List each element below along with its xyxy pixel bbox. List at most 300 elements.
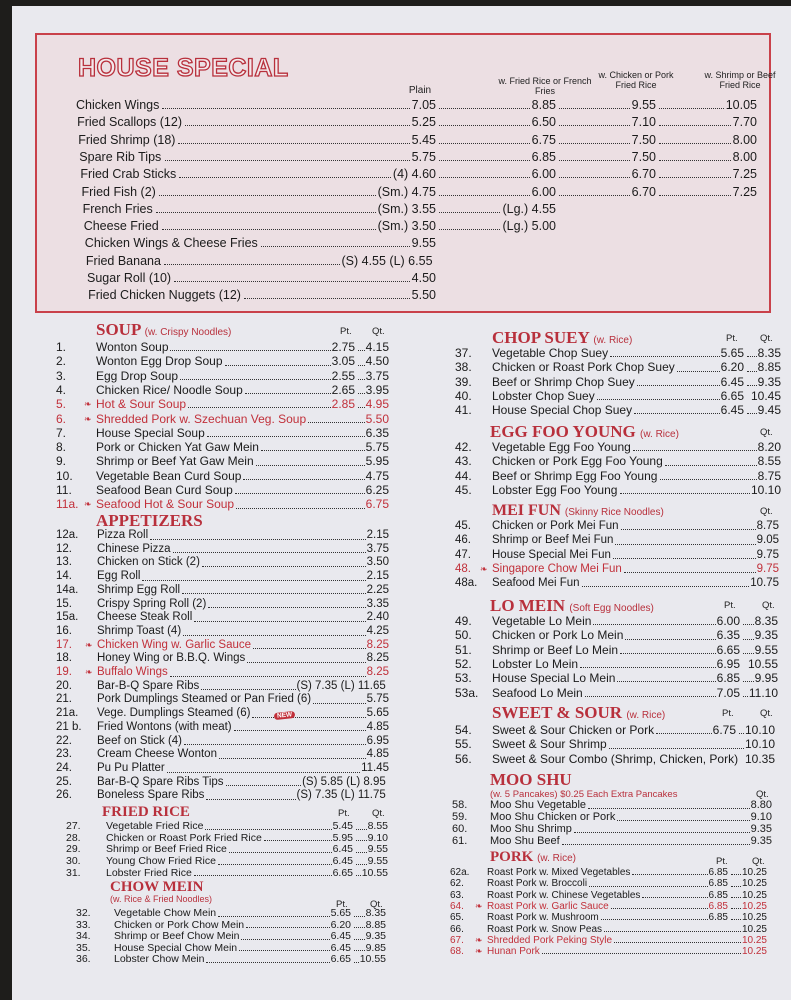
item-number: 30.	[66, 855, 81, 868]
dot-leader	[559, 98, 630, 109]
pepper-icon: ❧	[480, 563, 488, 574]
price-pt: 6.45	[332, 843, 353, 856]
price-plain: (Sm.) 3.55	[377, 201, 436, 216]
price-pt: 6.75	[712, 723, 736, 737]
section-subtitle: (w. 5 Pancakes) $0.25 Each Extra Pancakes	[490, 789, 678, 800]
dot-leader	[659, 115, 731, 126]
price-qt: 8.35	[757, 346, 781, 360]
item-name: Singapore Chow Mei Fun	[492, 562, 622, 575]
price-price: 4.85	[366, 748, 389, 761]
item-number: 32.	[76, 907, 91, 919]
egg-foo-young-row	[0, 454, 791, 468]
dot-leader	[574, 824, 750, 833]
price-fried: 6.85	[531, 149, 556, 164]
chop-suey-row	[0, 403, 791, 417]
item-number: 44.	[455, 468, 472, 483]
egg-foo-young-row	[0, 483, 791, 497]
price-plain: 5.75	[411, 149, 436, 164]
price-shrimp: 7.70	[732, 115, 757, 130]
price-qt: 3.75	[365, 368, 389, 383]
dot-leader	[439, 115, 530, 126]
price-plain: 7.05	[411, 98, 436, 112]
price-qt: 4.95	[365, 397, 389, 412]
item-name: Lobster Egg Foo Young	[492, 482, 618, 497]
price-pt: 2.75	[331, 340, 355, 354]
dot-leader	[559, 167, 630, 178]
price-pt: 6.45	[330, 941, 351, 954]
section-subtitle: (w. Rice)	[593, 335, 633, 346]
dot-leader	[162, 98, 409, 109]
price-price: 2.40	[366, 611, 389, 624]
item-number: 28.	[66, 831, 81, 844]
section-title-sweet-sour	[492, 703, 665, 723]
item-name: Hot & Sour Soup	[96, 397, 187, 412]
col-header-shrimp: w. Shrimp or Beef Fried Rice	[704, 70, 776, 90]
item-name: Vegetable Bean Curd Soup	[96, 468, 242, 483]
item-name: Vegetable Egg Foo Young	[492, 440, 631, 454]
price-price: 8.75	[757, 468, 781, 483]
price-price: 8.80	[750, 799, 772, 811]
pork-row	[0, 901, 791, 912]
dot-leader	[164, 254, 340, 265]
price-qt: 3.95	[365, 382, 389, 397]
price-qt: 9.35	[754, 628, 778, 643]
dot-leader	[236, 497, 365, 508]
price-price: 3.50	[366, 556, 389, 569]
item-name: Roast Pork w. Chinese Vegetables	[487, 889, 641, 901]
item-name: Fried Scallops (12)	[77, 115, 182, 130]
item-number: 58.	[452, 799, 468, 811]
item-name: Roast Pork w. Snow Peas	[487, 923, 603, 935]
item-number: 11.	[56, 483, 72, 497]
item-number: 68.	[450, 946, 464, 958]
pepper-icon: ❧	[84, 499, 92, 510]
section-subtitle: (w. Rice)	[537, 853, 576, 864]
price-pt: 6.35	[716, 628, 740, 643]
price-qt: 10.10	[744, 723, 775, 737]
moo-shu-row	[0, 824, 791, 836]
mei-fun-row	[0, 548, 791, 562]
dot-leader	[624, 562, 756, 573]
price-pt: 3.05	[331, 354, 355, 369]
col-header-pt: Pt.	[724, 600, 736, 611]
price-qt: 5.50	[365, 411, 389, 426]
price-pt: 6.85	[708, 878, 728, 890]
price-qt: 6.35	[365, 425, 389, 440]
item-name: Seafood Hot & Sour Soup	[96, 497, 235, 512]
dot-leader	[637, 375, 720, 386]
item-number: 47.	[455, 548, 471, 561]
item-name: Sweet & Sour Chicken or Pork	[492, 723, 655, 737]
dot-leader	[261, 236, 410, 247]
item-number: 45.	[455, 482, 472, 497]
item-name: Chicken Wings & Cheese Fries	[84, 236, 258, 251]
item-number: 21a.	[56, 707, 79, 720]
dot-leader	[613, 548, 756, 559]
item-name: Fried Wontons (with meat)	[97, 720, 232, 733]
section-title-text: PORK	[490, 849, 534, 865]
item-number: 64.	[450, 900, 464, 912]
item-number: 20.	[56, 679, 72, 692]
price-qt: 6.25	[365, 483, 389, 497]
house-special-row	[0, 236, 791, 251]
dot-leader	[439, 167, 530, 178]
dot-leader	[633, 440, 757, 451]
price-pt: 6.85	[708, 867, 728, 878]
price-qt: 10.25	[741, 934, 767, 946]
item-number: 42.	[455, 440, 472, 454]
item-name: Pizza Roll	[97, 529, 149, 541]
dot-leader	[665, 454, 757, 465]
item-name: Shredded Pork Peking Style	[487, 934, 613, 946]
price-qt: 10.25	[741, 923, 767, 935]
dot-leader	[743, 628, 754, 639]
dot-leader	[747, 375, 757, 386]
item-name: Cheese Steak Roll	[97, 611, 193, 624]
item-number: 48.	[455, 562, 471, 575]
price-plain: 9.55	[411, 236, 436, 251]
dot-leader	[660, 469, 757, 480]
dot-leader	[165, 150, 410, 161]
item-name: Chicken or Roast Pork Fried Rice	[106, 831, 262, 844]
item-number: 60.	[452, 822, 468, 835]
price-pt: 6.45	[330, 930, 351, 942]
dot-leader	[621, 519, 756, 530]
dot-leader	[617, 812, 749, 821]
item-name: Chicken on Stick (2)	[97, 556, 200, 569]
col-header-qt: Qt.	[370, 899, 383, 910]
item-name: Chicken or Pork Egg Foo Young	[492, 454, 663, 469]
dot-leader	[731, 912, 741, 920]
item-name: Sugar Roll (10)	[87, 271, 172, 285]
item-name: Sweet & Sour Shrimp	[492, 737, 607, 752]
item-number: 11a.	[56, 497, 79, 512]
lo-mein-row	[0, 657, 791, 671]
price-chicken: 7.10	[631, 115, 656, 130]
dot-leader	[159, 185, 376, 196]
item-number: 37.	[455, 346, 472, 360]
item-number: 54.	[455, 723, 472, 737]
price-chicken: 6.70	[631, 167, 656, 182]
item-number: 41.	[455, 403, 472, 418]
item-name: Chicken Wings	[76, 98, 160, 112]
item-name: Seafood Bean Curd Soup	[96, 483, 233, 497]
item-number: 3.	[56, 368, 67, 383]
item-number: 62a.	[450, 867, 470, 878]
dot-leader	[174, 271, 410, 282]
house-special-row	[0, 133, 791, 148]
item-number: 15a.	[56, 611, 79, 624]
dot-leader	[597, 389, 720, 400]
section-title-moo-shu	[490, 770, 677, 800]
price-price: 2.25	[366, 583, 389, 596]
dot-leader	[244, 288, 410, 299]
col-header-qt: Qt.	[752, 856, 765, 867]
price-plain: (4) 4.60	[392, 167, 436, 182]
price-qt: 10.55	[361, 866, 388, 879]
section-title-text: MOO SHU	[490, 770, 572, 789]
col-header-pt: Pt.	[338, 808, 350, 819]
dot-leader	[747, 403, 757, 414]
dot-leader	[604, 924, 741, 932]
price-fried: (Lg.) 5.00	[502, 219, 556, 234]
dot-leader	[207, 426, 365, 437]
col-header-qt: Qt.	[756, 789, 769, 800]
col-header-qt: Qt.	[760, 333, 773, 344]
house-special-row	[0, 150, 791, 165]
item-number: 45.	[455, 520, 471, 532]
dot-leader	[562, 836, 750, 845]
price-qt: 10.25	[741, 912, 767, 924]
item-name: French Fries	[82, 201, 153, 216]
price-fried: 6.00	[531, 167, 556, 182]
price-price: (S) 7.35 (L) 11.75	[296, 789, 386, 802]
dot-leader	[559, 185, 630, 196]
dot-leader	[743, 671, 754, 682]
col-header-qt: Qt.	[762, 600, 775, 611]
item-number: 65.	[450, 912, 464, 924]
price-pt: 2.65	[331, 382, 355, 397]
item-name: Spare Rib Tips	[79, 149, 162, 164]
price-qt: 9.55	[754, 642, 778, 657]
item-name: Chicken or Pork Mei Fun	[492, 520, 619, 532]
price-qt: 10.25	[741, 878, 767, 890]
price-qt: 10.25	[741, 900, 767, 912]
item-number: 55.	[455, 737, 472, 752]
price-price: 3.75	[366, 542, 389, 555]
pepper-icon: ❧	[85, 667, 93, 677]
pork-row	[0, 935, 791, 946]
price-pt: 6.65	[330, 953, 351, 965]
item-name: Moo Shu Beef	[490, 834, 560, 847]
price-price: 9.75	[756, 562, 779, 575]
item-name: Honey Wing or B.B.Q. Wings	[97, 652, 246, 665]
price-pt: 6.65	[332, 866, 353, 879]
price-price: 5.65	[366, 707, 389, 720]
price-qt: 9.45	[757, 403, 781, 418]
item-number: 56.	[455, 751, 472, 766]
dot-leader	[356, 856, 367, 865]
price-price: 9.10	[750, 810, 772, 823]
dot-leader	[208, 598, 365, 609]
house-special-row	[0, 202, 791, 217]
col-header-qt: Qt.	[372, 326, 385, 337]
dot-leader	[593, 614, 715, 625]
item-name: Fried Banana	[85, 253, 161, 268]
item-name: Roast Pork w. Garlic Sauce	[487, 900, 609, 912]
mei-fun-row	[0, 519, 791, 533]
item-number: 23.	[56, 748, 72, 761]
dot-leader	[178, 133, 409, 144]
chop-suey-row	[0, 389, 791, 403]
item-name: Shrimp or Beef Mei Fun	[492, 534, 614, 547]
price-price: (S) 5.85 (L) 8.95	[302, 775, 386, 788]
dot-leader	[439, 150, 530, 161]
price-plain: (Sm.) 4.75	[377, 184, 436, 199]
price-qt: 5.95	[365, 454, 389, 469]
item-number: 36.	[76, 953, 91, 965]
item-name: House Special Soup	[96, 425, 205, 440]
price-price: 4.85	[366, 720, 389, 733]
price-shrimp: 7.25	[732, 167, 757, 182]
house-special-row	[0, 219, 791, 234]
dot-leader	[659, 167, 731, 178]
price-plain: (S) 4.55 (L) 6.55	[341, 253, 433, 268]
dot-leader	[582, 576, 750, 587]
chop-suey-row	[0, 360, 791, 374]
item-name: Vege. Dumplings Steamed (6)	[97, 707, 251, 720]
item-name: Shrimp or Beef Lo Mein	[492, 642, 619, 657]
dot-leader	[632, 867, 707, 875]
item-number: 18.	[56, 652, 72, 665]
price-qt: 8.85	[757, 360, 781, 375]
price-qt: 9.35	[757, 374, 781, 389]
item-name: Moo Shu Vegetable	[490, 799, 587, 811]
price-pt: 6.85	[708, 889, 728, 901]
item-name: Moo Shu Chicken or Pork	[490, 810, 616, 823]
price-price: 9.35	[750, 822, 772, 835]
dot-leader	[439, 185, 530, 196]
dot-leader	[185, 115, 410, 126]
price-chicken: 6.70	[631, 184, 656, 199]
price-qt: 10.35	[744, 751, 775, 766]
price-fried: 6.75	[531, 132, 556, 147]
price-qt: 8.35	[365, 907, 386, 919]
pork-row	[0, 878, 791, 889]
price-price: (S) 7.35 (L) 11.65	[296, 679, 386, 692]
item-name: Cream Cheese Wonton	[97, 748, 217, 761]
moo-shu-row	[0, 836, 791, 848]
item-number: 38.	[455, 360, 472, 375]
col-header-fried: w. Fried Rice or French Fries	[498, 76, 592, 96]
item-name: Hunan Pork	[487, 946, 540, 958]
item-name: Roast Pork w. Mixed Vegetables	[487, 867, 631, 878]
section-subtitle: (w. Crispy Noodles)	[144, 327, 232, 338]
item-name: Shrimp Toast (4)	[97, 624, 182, 637]
section-title-text: CHOW MEIN	[110, 879, 204, 895]
egg-foo-young-row	[0, 440, 791, 454]
dot-leader	[747, 346, 757, 357]
price-pt: 2.55	[331, 368, 355, 383]
col-header-qt: Qt.	[760, 708, 773, 719]
item-name: Vegetable Lo Mein	[492, 614, 592, 628]
price-price: 2.15	[366, 529, 389, 541]
item-number: 66.	[450, 923, 464, 935]
price-fried: 6.50	[531, 115, 556, 130]
item-number: 29.	[66, 843, 81, 856]
dot-leader	[588, 800, 750, 809]
price-plain: 5.45	[411, 132, 436, 147]
price-pt: 6.85	[708, 900, 728, 912]
price-qt: 9.95	[754, 671, 778, 686]
item-name: House Special Chop Suey	[492, 403, 633, 418]
item-name: Egg Roll	[97, 570, 141, 583]
price-pt: 6.45	[332, 855, 353, 868]
item-number: 52.	[455, 656, 472, 671]
price-qt: 10.45	[750, 388, 781, 403]
lo-mein-row	[0, 643, 791, 657]
dot-leader	[559, 133, 630, 144]
dot-leader	[226, 776, 301, 787]
house-special-row	[0, 288, 791, 303]
price-qt: 6.75	[365, 497, 389, 512]
soup-row	[0, 497, 791, 511]
dot-leader	[620, 643, 716, 654]
item-name: Seafood Mei Fun	[492, 577, 580, 590]
item-name: Boneless Spare Ribs	[97, 789, 205, 802]
item-number: 49.	[455, 614, 472, 628]
house-special-row	[0, 271, 791, 286]
item-name: Lobster Chop Suey	[492, 388, 595, 403]
item-name: Beef or Shrimp Chop Suey	[492, 374, 635, 389]
dot-leader	[747, 360, 757, 371]
item-number: 6.	[56, 411, 67, 426]
item-name: Shredded Pork w. Szechuan Veg. Soup	[96, 411, 307, 426]
dot-leader	[609, 737, 744, 748]
section-title-lo-mein	[490, 596, 654, 616]
price-price: 11.45	[361, 761, 389, 774]
price-qt: 8.55	[367, 820, 388, 832]
price-pt: 6.20	[720, 360, 744, 375]
section-title-text: EGG FOO YOUNG	[490, 422, 636, 441]
appetizers-row	[0, 707, 791, 721]
dot-leader	[439, 98, 530, 109]
dot-leader	[559, 115, 630, 126]
item-name: Vegetable Chop Suey	[492, 346, 609, 360]
item-number: 46.	[455, 534, 471, 547]
price-qt: 10.25	[741, 889, 767, 901]
dot-leader	[743, 686, 748, 697]
house-special-row	[0, 115, 791, 130]
price-price: 8.55	[757, 454, 781, 469]
dot-leader	[642, 890, 707, 898]
item-number: 39.	[455, 374, 472, 389]
price-qt: 10.55	[747, 656, 778, 671]
price-pt: 6.85	[716, 671, 740, 686]
item-number: 1.	[56, 340, 67, 354]
col-header-qt: Qt.	[372, 808, 385, 819]
item-number: 7.	[56, 425, 67, 440]
item-name: Beef on Stick (4)	[97, 734, 183, 747]
section-title-egg-foo-young	[490, 422, 679, 442]
item-name: Lobster Lo Mein	[492, 656, 579, 671]
item-number: 21.	[56, 693, 72, 706]
price-pt: 6.65	[720, 388, 744, 403]
item-number: 14.	[56, 570, 72, 583]
price-qt: 10.55	[359, 953, 386, 965]
col-header-pt: Pt.	[722, 708, 734, 719]
item-number: 15.	[56, 597, 72, 610]
price-plain: 4.50	[411, 271, 436, 285]
price-chicken: 7.50	[631, 132, 656, 147]
item-name: Pork Dumplings Steamed or Pan Fried (6)	[97, 693, 312, 706]
pork-row	[0, 946, 791, 957]
section-title-text: APPETIZERS	[96, 511, 203, 530]
dot-leader	[743, 643, 754, 654]
dot-leader	[625, 628, 715, 639]
price-price: 9.05	[756, 534, 779, 547]
dot-leader	[589, 878, 708, 886]
dot-leader	[614, 935, 741, 943]
item-number: 12a.	[56, 529, 79, 541]
price-chicken: 9.55	[631, 98, 656, 112]
dot-leader	[615, 533, 755, 544]
dot-leader	[585, 686, 716, 697]
item-name: Vegetable Chow Mein	[114, 907, 217, 919]
price-pt: 6.85	[708, 912, 728, 924]
item-name: Cheese Fried	[83, 219, 159, 234]
price-price: 8.75	[756, 520, 779, 532]
